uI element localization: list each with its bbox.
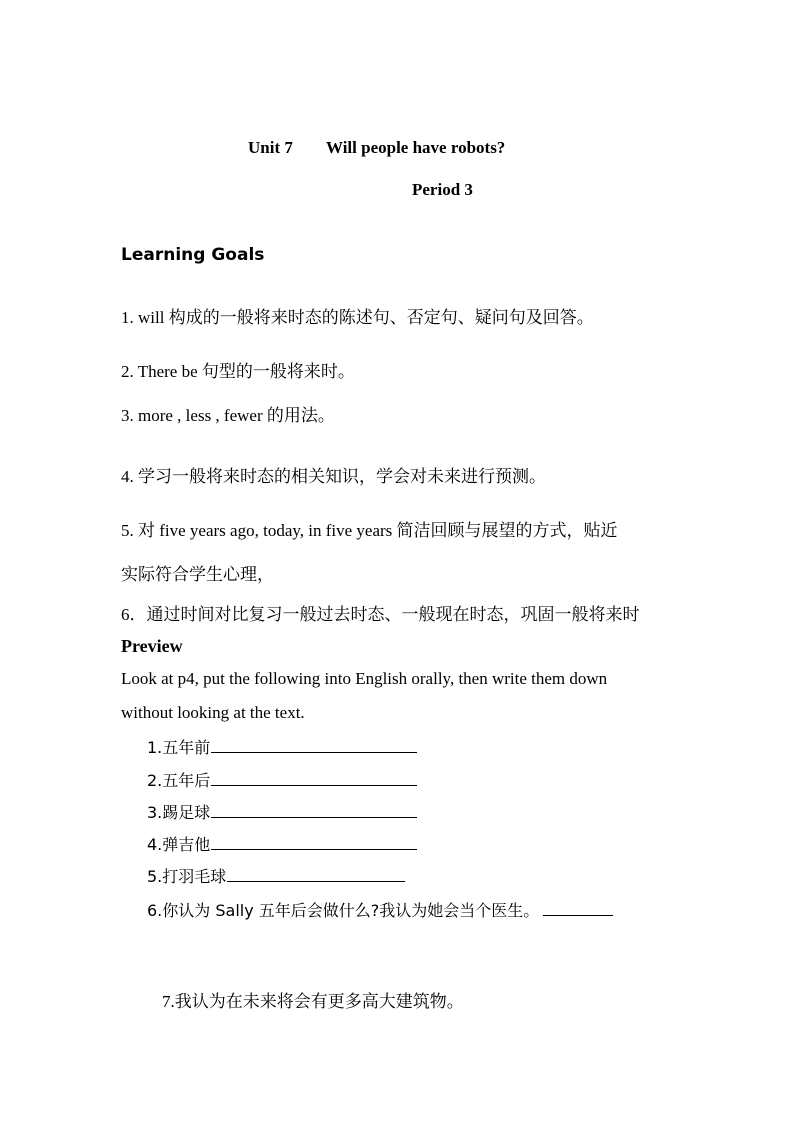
answer-blank-5[interactable] [227, 880, 405, 882]
answer-blank-6[interactable] [543, 914, 613, 916]
unit-label: Unit 7 [248, 138, 293, 157]
preview-item-6 [147, 898, 613, 921]
preview-instruction-line-2: without looking at the text. [121, 703, 305, 722]
preview-item-4-text: 4.弹吉他 [147, 835, 211, 854]
page-title: Will people have robots? [326, 138, 506, 157]
answer-blank-2[interactable] [211, 784, 417, 786]
goal-item-4: 4. 学习一般将来时态的相关知识，学会对未来进行预测。 [121, 467, 546, 486]
goal-item-1: 1. will 构成的一般将来时态的陈述句、否定句、疑问句及回答。 [121, 308, 594, 327]
learning-goals-heading: Learning Goals [121, 245, 265, 265]
preview-item-7: 7.我认为在未来将会有更多高大建筑物。 [162, 992, 464, 1011]
preview-item-5-text: 5.打羽毛球 [147, 867, 227, 886]
preview-item-2 [147, 768, 417, 791]
preview-item-3-text: 3.踢足球 [147, 803, 211, 822]
goal-item-6: 6．通过时间对比复习一般过去时态、一般现在时态，巩固一般将来时 [121, 605, 640, 624]
goal-item-2: 2. There be 句型的一般将来时。 [121, 362, 355, 381]
answer-blank-4[interactable] [211, 848, 417, 850]
goal-item-5: 5. 对 five years ago, today, in five years 简洁回顾与展望的方式，贴近 [121, 521, 618, 540]
goal-item-3: 3. more , less , fewer 的用法。 [121, 406, 335, 425]
preview-item-4 [147, 832, 417, 855]
preview-item-2-text: 2.五年后 [147, 771, 211, 790]
preview-heading: Preview [121, 636, 183, 656]
preview-item-1-text: 1.五年前 [147, 738, 211, 757]
preview-instruction-line-1: Look at p4, put the following into English orally, then write them down [121, 669, 608, 688]
preview-item-6-text: 6.你认为 Sally 五年后会做什么?我认为她会当个医生。 [147, 901, 540, 920]
period-label: Period 3 [412, 180, 473, 199]
preview-item-1 [147, 735, 417, 758]
answer-blank-1[interactable] [211, 751, 417, 753]
preview-item-3 [147, 800, 417, 823]
goal-item-5-continued: 实际符合学生心理， [121, 565, 274, 584]
preview-item-5 [147, 864, 405, 887]
answer-blank-3[interactable] [211, 816, 417, 818]
